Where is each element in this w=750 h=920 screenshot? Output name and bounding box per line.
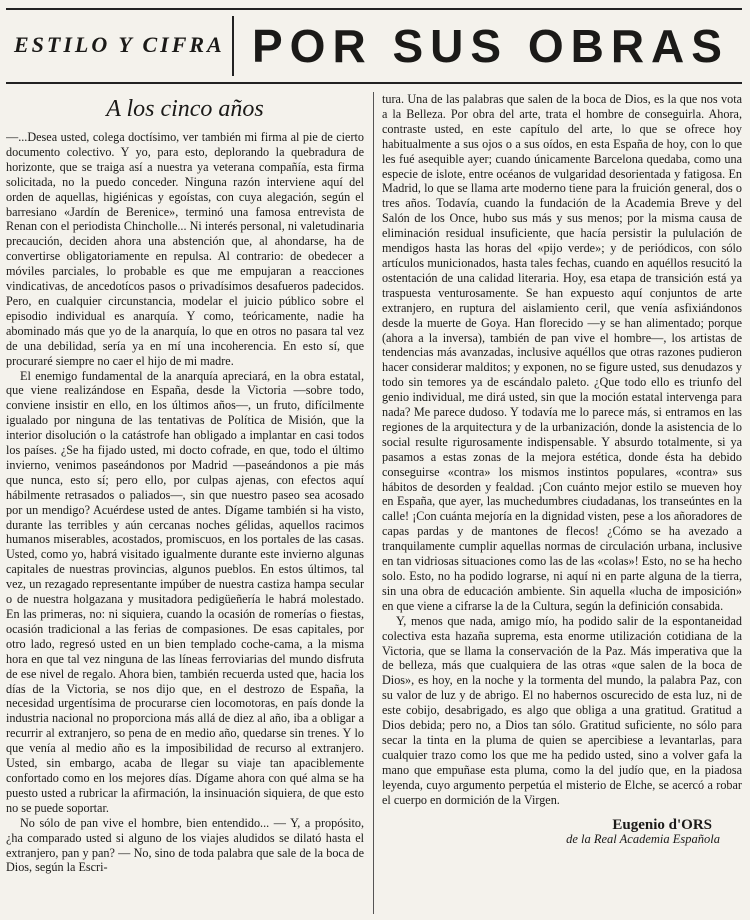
column-divider <box>373 92 374 914</box>
article-subtitle: A los cinco años <box>106 96 264 122</box>
paragraph: tura. Una de las palabras que salen de la boca de Dios, es la que nos vota a la Belleza. Por obra del arte, trata el hombre de conseguirla. Ahora, contraste usted, en este capítulo del arte, lo que se ofrece hoy habitualmente a sus ojos o a sus oídos, en esta España de hoy, con lo que les fué asequible ayer; cuando únicamente Barcelona quedaba, como una especie de islote, entre océanos de vulgaridad desorientada y fatigosa. En Madrid, lo que se llama arte moderno tiene para la fruición general, dos o tres años. Todavía, cuando la fundación de la Academia Breve y del Salón de los Once, hubo sus más y sus menos; por la misma causa de eliminación residual insuficiente, que hacía persistir la pululación de mendigos hasta las horas del «pijo verde»; y de periódicos, con sólo artículos municionados, hasta tales fechas, cuando en aquéllos resucitó la ostentación de una calidad literaria. Hoy, esa etapa de transición está ya traspuesta venturosamente. Se han expuesto aquí conjuntos de arte extranjero, en ruptura del aislamiento ceril, que venía asfixiándonos desde la muerte de Goya. Han florecido —y se han alimentado; porque (ahora a la inversa), también de pan vive el hombre—, los artistas de tendencias más avanzadas, inclusive aquéllos que otras razones pudieron hacer considerar malditos; y exponen, no se figure usted, sus denudazos y todo sin temores ya de escándalo paleto. ¿Que todo ello es triunfo del genio individual, me dirá usted, sin que la moción estatal intervenga para nada? Me parece dudoso. Y todavía me lo parece más, si entramos en las regiones de la arquitectura y de la urbanización, donde la asistencia de lo social resulte rigurosamente indispensable. Y absurdo totalmente, si ya pasamos a estas zonas de la mejora estética, donde ésta ha debido conseguirse «contra» los mismos instintos populares, «contra» sus hábitos de desorden y fealdad. ¡Con cuánto mejor estilo se mueven hoy en España, que ayer, las muchedumbres ciudadanas, los transeúntes en la calle! ¡Con cuánta mejoría en la dignidad visten, pese a los añoradores de capas pardas y de mantones de flecos! ¿Cómo se ha avezado a tranquilamente cumplir aquellas normas de circulación urbana, inclusive en tan vidriosas situaciones como las de las «colas»! Esto, no se ha hecho solo. Esto, no ha podido lograrse, ni aquí ni en parte alguna de la tierra, sin una obra de educación ambiente. Sin aquella «lucha de imposición» en que viene a cifrarse la de la Cultura, según la definición consabida. <box>382 92 742 613</box>
paragraph: No sólo de pan vive el hombre, bien entendido... — Y, a propósito, ¿ha comparado usted si alguno de los viajes aludidos se dilató hasta el extranjero, pan y pan? — No, sino de toda palabra que sale de la boca de Dios, según la Escri- <box>6 815 364 875</box>
article-header <box>6 8 742 84</box>
paragraph: —...Desea usted, colega doctísimo, ver también mi firma al pie de cierto documento colectivo. Y yo, para esto, deplorando la quebradura de horizonte, que se traiga así a nuestra ya veterana compañía, esta firma solicitada, no la puedo conceder. Ninguna razón interviene aquí del orden de aquellas, higiénicas y egoístas, con cuya alegación, según el barresiano «Jardín de Berenice», terminó una famosa entrevista de Renan con el periodista Chincholle... Ni interés personal, ni valetudinaria precaución, deciden ahora una abstención que, al ahondarse, ha de convertirse obligatoriamente en repulsa. Al contrario: de obedecer a móviles parciales, lo probable es que me empujaran a reacciones vindicativas, de ancedotícos pasos o privadísimos desafueros padecidos. Pero, en cualquier circunstancia, modelar el juicio público sobre el episodio individual es anarquía. Y como, teóricamente, nadie ha abominado más que yo de la anarquía, lo que en otros no pasara tal vez de una debilidad, sería ya en mí una incoherencia. En esto sí, que procuraré siempre no caer el hijo de mi madre. <box>6 130 364 368</box>
paragraph: Y, menos que nada, amigo mío, ha podido salir de la espontaneidad colectiva esta hazaña suprema, esta enorme utilización cotidiana de la Victoria, que se llama la conservación de la Paz. Más imperativa que la de belleza, más que cualquiera de las otras «que salen de la boca de Dios», es hoy, en la noche y la tormenta del mundo, la palabra Paz, con su valor de luz y de abrigo. El no habernos oscurecido de esta luz, ni de este cobijo, desabrigado, es algo que obliga a una gratitud. Gratitud a Dios debida; pero no, a Dios tan sólo. Gratitud suficiente, no sólo para secar la tinta en la pluma de quien se apercibiese a levantarlas, para cualquier trazo como los que me ha pedido usted, sino a volver gafa la mano que empuñase esta pluma, como la del judío que, en la piadosa leyenda, cuyo argumento perpetúa el misterio de Elche, se acercó a robar el cuerpo en dormición de la Virgen. <box>382 613 742 807</box>
article-column-left <box>6 92 364 914</box>
author-affiliation: de la Real Academia Española <box>566 832 720 847</box>
author-signature: Eugenio d'ORS <box>612 816 712 833</box>
paragraph: El enemigo fundamental de la anarquía apreciará, en la obra estatal, que viene realizándose en España, desde la Victoria —sobre todo, conviene insistir en ello, en los últimos años—, un fruto, difícilmente igualado por ninguna de las tentativas de Política de Misión, que la interior disolución o la catástrofe han obligado a implantar en casi todos los países. ¿Se ha fijado usted, mi docto cofrade, en que, todo el último invierno, venimos paseándonos por Madrid —paseándonos a pie más que nunca, esto sí; pero ello, por culpas ajenas, con efectos aquí hábilmente retrasados o paliados—, sin que nuestro paseo sea acosado por un mendigo? Acuérdese usted de antes. Dígame también si ha visto, durante las terribles y aún cercanas noches gélidas, aquellos racimos humanos miserables, acostados, promiscuos, en los portales de las casas. Usted, como yo, habrá visitado igualmente durante este invierno algunas capitales de nuestras provincias, algunos pueblos. En estos últimos, tal vez, un rezagado representante impúber de nuestra castiza hampa secular o de nuestra holgazana y musitadora pedigüeñería le habrá molestado. En las primeras, no: ni siquiera, cuando la ocasión de romerías o fiestas, ocasión tradicional a las ferias de compasiones. De esas capitales, por otro lado, regresó usted en un bien templado coche-cama, a la misma hora en que tal vez ninguna de las líneas ferroviarias del mundo disfruta de ese nivel de regalo. Ahora bien, también recuerda usted que, hacia los días de la Victoria, se nos dijo que, en el destrozo de España, la necesidad urgentísima de procurarse cien locomotoras, en país donde la industria nacional no proporciona más allá de diez al año, iba a obligar a recurrir al extranjero, so pena de en medio año, quedarse sin trenes. Y lo que venía al medio año es la imposibilidad de recurso al extranjero. Usted, sin embargo, acaba de llegar su viaje tan apaciblemente confortado como en los mejores días. Dígame ahora con qué alma se ha puesto usted a rubricar la afirmación, la insinuación siquiera, de que esto no se puede soportar. <box>6 368 364 815</box>
header-divider <box>232 16 234 76</box>
article-column-right <box>382 92 742 914</box>
section-rubric: ESTILO Y CIFRA <box>14 32 225 57</box>
headline: POR SUS OBRAS <box>252 20 729 72</box>
